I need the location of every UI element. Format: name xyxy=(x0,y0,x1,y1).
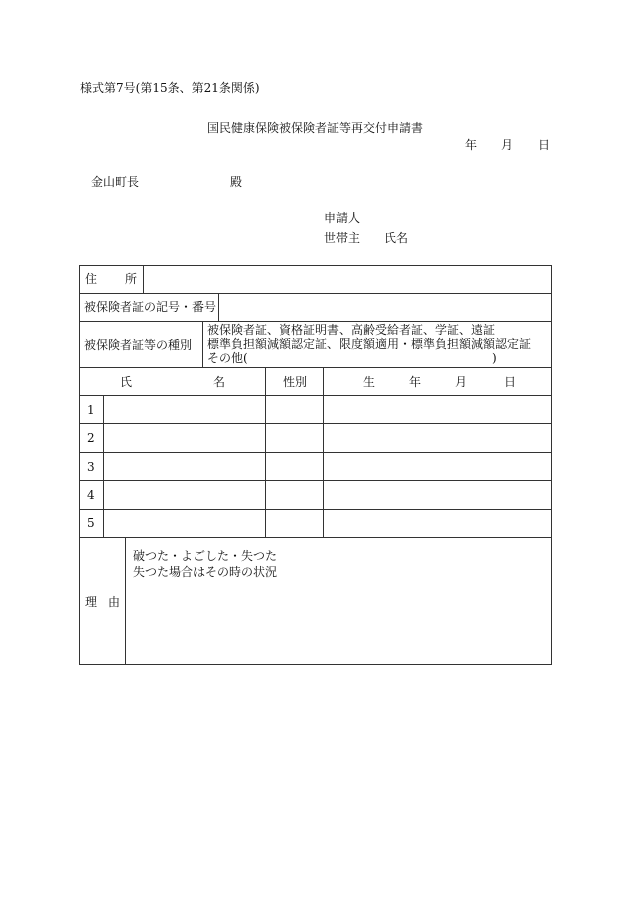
date-year-label: 年 xyxy=(465,138,478,152)
table-divider xyxy=(218,293,219,321)
table-rule xyxy=(79,509,552,510)
form-title: 国民健康保険被保険者証等再交付申請書 xyxy=(207,121,424,135)
cert-type-option-line1[interactable]: 被保険者証、資格証明書、高齢受給者証、学証、遠証 xyxy=(207,323,496,337)
reason-label-a: 理 xyxy=(85,595,98,609)
row-number: 3 xyxy=(87,460,95,474)
row-number: 5 xyxy=(87,516,95,530)
table-rule xyxy=(79,537,552,538)
table-divider xyxy=(125,537,126,665)
cert-type-option-line2[interactable]: 標準負担額減額認定証、限度額適用・標準負担額減額認定証 xyxy=(207,337,532,351)
row-number: 1 xyxy=(87,403,95,417)
address-field[interactable] xyxy=(145,266,550,292)
address-label-a: 住 xyxy=(85,272,98,286)
recipient: 金山町長 xyxy=(91,175,140,189)
column-birth-month: 月 xyxy=(455,375,468,389)
table-rule xyxy=(79,423,552,424)
column-name-a: 氏 xyxy=(120,375,133,389)
cert-type-other-open: その他( xyxy=(207,351,248,365)
table-divider xyxy=(265,367,266,537)
cert-number-label: 被保険者証の記号・番号 xyxy=(84,300,217,314)
column-birth-a: 生 xyxy=(363,375,376,389)
table-divider xyxy=(323,367,324,537)
form-reference: 様式第7号(第15条、第21条関係) xyxy=(80,81,260,95)
reason-circumstance: 失つた場合はその時の状況 xyxy=(133,565,278,579)
cert-number-field[interactable] xyxy=(220,294,550,320)
date-month-label: 月 xyxy=(501,138,514,152)
table-rule xyxy=(79,395,552,396)
date-day-label: 日 xyxy=(538,138,551,152)
household-head-label: 世帯主 xyxy=(324,231,361,245)
column-name-b: 名 xyxy=(213,375,226,389)
row-number: 2 xyxy=(87,431,95,445)
row-number: 4 xyxy=(87,488,95,502)
column-birth-year: 年 xyxy=(409,375,422,389)
table-divider xyxy=(143,265,144,293)
table-divider xyxy=(202,321,203,367)
applicant-label: 申請人 xyxy=(324,211,361,225)
reason-options[interactable]: 破つた・よごした・失つた xyxy=(133,549,278,563)
table-rule xyxy=(79,367,552,368)
table-rule xyxy=(79,321,552,322)
cert-type-other-close: ) xyxy=(492,351,497,365)
table-divider xyxy=(103,395,104,537)
applicant-name-label: 氏名 xyxy=(384,231,409,245)
reason-label-b: 由 xyxy=(108,595,121,609)
table-rule xyxy=(79,480,552,481)
column-birth-day: 日 xyxy=(504,375,517,389)
column-gender: 性別 xyxy=(283,375,308,389)
address-label-b: 所 xyxy=(125,272,138,286)
table-rule xyxy=(79,452,552,453)
honorific: 殿 xyxy=(230,175,243,189)
cert-type-label: 被保険者証等の種別 xyxy=(84,338,193,352)
